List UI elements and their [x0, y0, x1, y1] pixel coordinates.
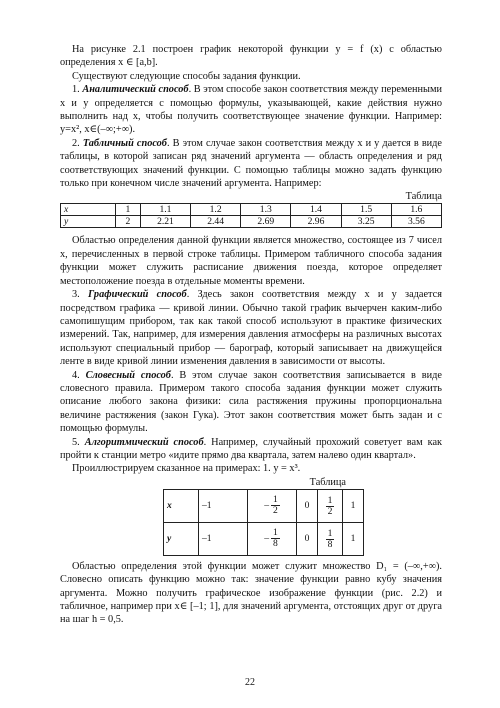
item-number: 5.	[72, 436, 80, 448]
fraction: – $\frac{1}{2}$	[264, 494, 278, 517]
table-row: y 2 2.21 2.44 2.69 2.96 3.25 3.56	[61, 216, 442, 228]
term-analytic: Аналитический способ	[82, 84, 189, 96]
item-number: 2.	[72, 137, 80, 149]
paragraph-tabular	[60, 137, 442, 191]
item-number: 4.	[72, 369, 80, 381]
paragraph-tabular-text: . В этом случае закон соответствия между x и y дается в виде таблицы, в которой записан ряд значений аргумента — область определения и ряд соответствующих значений функции. С помощью таблицы можно задать функцию только при конечном числе значений аргумента. Например:	[60, 137, 442, 190]
paragraph-methods-intro: Существуют следующие способы задания функции.	[72, 70, 301, 82]
term-algorithmic: Алгоритмический способ	[84, 436, 204, 448]
paragraph-algorithmic	[60, 436, 442, 463]
paragraph-analytic-text: . В этом способе закон соответствия между переменными x и y определяется с помощью формулы, указывающей, какие действия нужно выполнить над x, чтобы получить соответствующее значение функции. Например: y=x², x∈(–∞;+∞).	[60, 84, 442, 136]
item-number: 1.	[72, 84, 80, 96]
fraction: – $\frac{1}{8}$	[264, 527, 278, 550]
table-cube-wrapper	[163, 489, 442, 556]
page-number: 22	[245, 677, 255, 688]
paragraph-domain: Областью определения данной функции является множество, состоящее из 7 чисел x, перечисленных в первой строке таблицы. Примером табличного способа задания функции может служить расписание движения поезда, которое определяет местоположение поезда в отдельные моменты времени.	[60, 235, 442, 287]
paragraph-examples: Проиллюстрируем сказанное на примерах: 1. y = x³.	[72, 463, 301, 475]
table-xy-values	[60, 203, 442, 228]
item-number: 3.	[72, 289, 80, 301]
table-cube-values	[163, 489, 364, 556]
table-row: x –1 – $\frac{1}{2}$ 0 $\frac{1}{2}$ 1	[164, 489, 364, 522]
paragraph-algorithmic-text: . Например, случайный прохожий советует вам как пройти к станции метро «идите прямо два квартала, затем налево один квартал».	[60, 436, 443, 461]
paragraph-intro: На рисунке 2.1 построен график некоторой функции y = f (x) с областью определения x ∈ [a,b].	[60, 44, 442, 69]
paragraph-cube-description: Областью определения этой функции может служит множество D₁ = (–∞,+∞). Словесно описать функцию можно так: значение функции равно кубу значения аргумента. Можно получить графическое изображение функции (рис. 2.2) и табличное, например при x∈ [–1; 1], для значений аргумента, отстоящих друг от друга на шаг h = 0,5.	[60, 560, 442, 626]
fraction: $\frac{1}{8}$	[327, 527, 333, 550]
paragraph-verbal-text: . В этом случае закон соответствия записывается в виде словесного правила. Примером такого способа задания функции может служить описание любого закона физики: сила растяжения пружины пропорциональна величине растяжения (закон Гука). Этот закон соответствия может быть задан и с помощью формулы.	[60, 369, 442, 435]
paragraph-verbal	[60, 369, 442, 436]
paragraph-analytic	[60, 83, 442, 137]
term-graphic: Графический способ	[87, 289, 187, 301]
term-verbal: Словесный способ	[85, 369, 171, 381]
fraction: $\frac{1}{2}$	[327, 494, 333, 517]
paragraph-graphic	[60, 288, 442, 368]
paragraph-graphic-text: . Здесь закон соответствия между x и y задается посредством графика — кривой линии. Обычно такой график вычерчен каким-либо самопишущим прибором, так как такой способ используют в практике физических измерений. Так, например, для измерения давления атмосферы на различных высотах используют специальный прибор — барограф, который записывает на движущейся ленте в виде кривой линии изменения давления в зависимости от высоты.	[60, 289, 442, 368]
table1-caption: Таблица	[405, 191, 442, 203]
table-row: x 1 1.1 1.2 1.3 1.4 1.5 1.6	[61, 204, 442, 216]
term-tabular: Табличный способ	[82, 137, 167, 149]
table2-caption: Таблица	[309, 476, 346, 488]
table-row: y –1 – $\frac{1}{8}$ 0 $\frac{1}{8}$ 1	[164, 522, 364, 555]
